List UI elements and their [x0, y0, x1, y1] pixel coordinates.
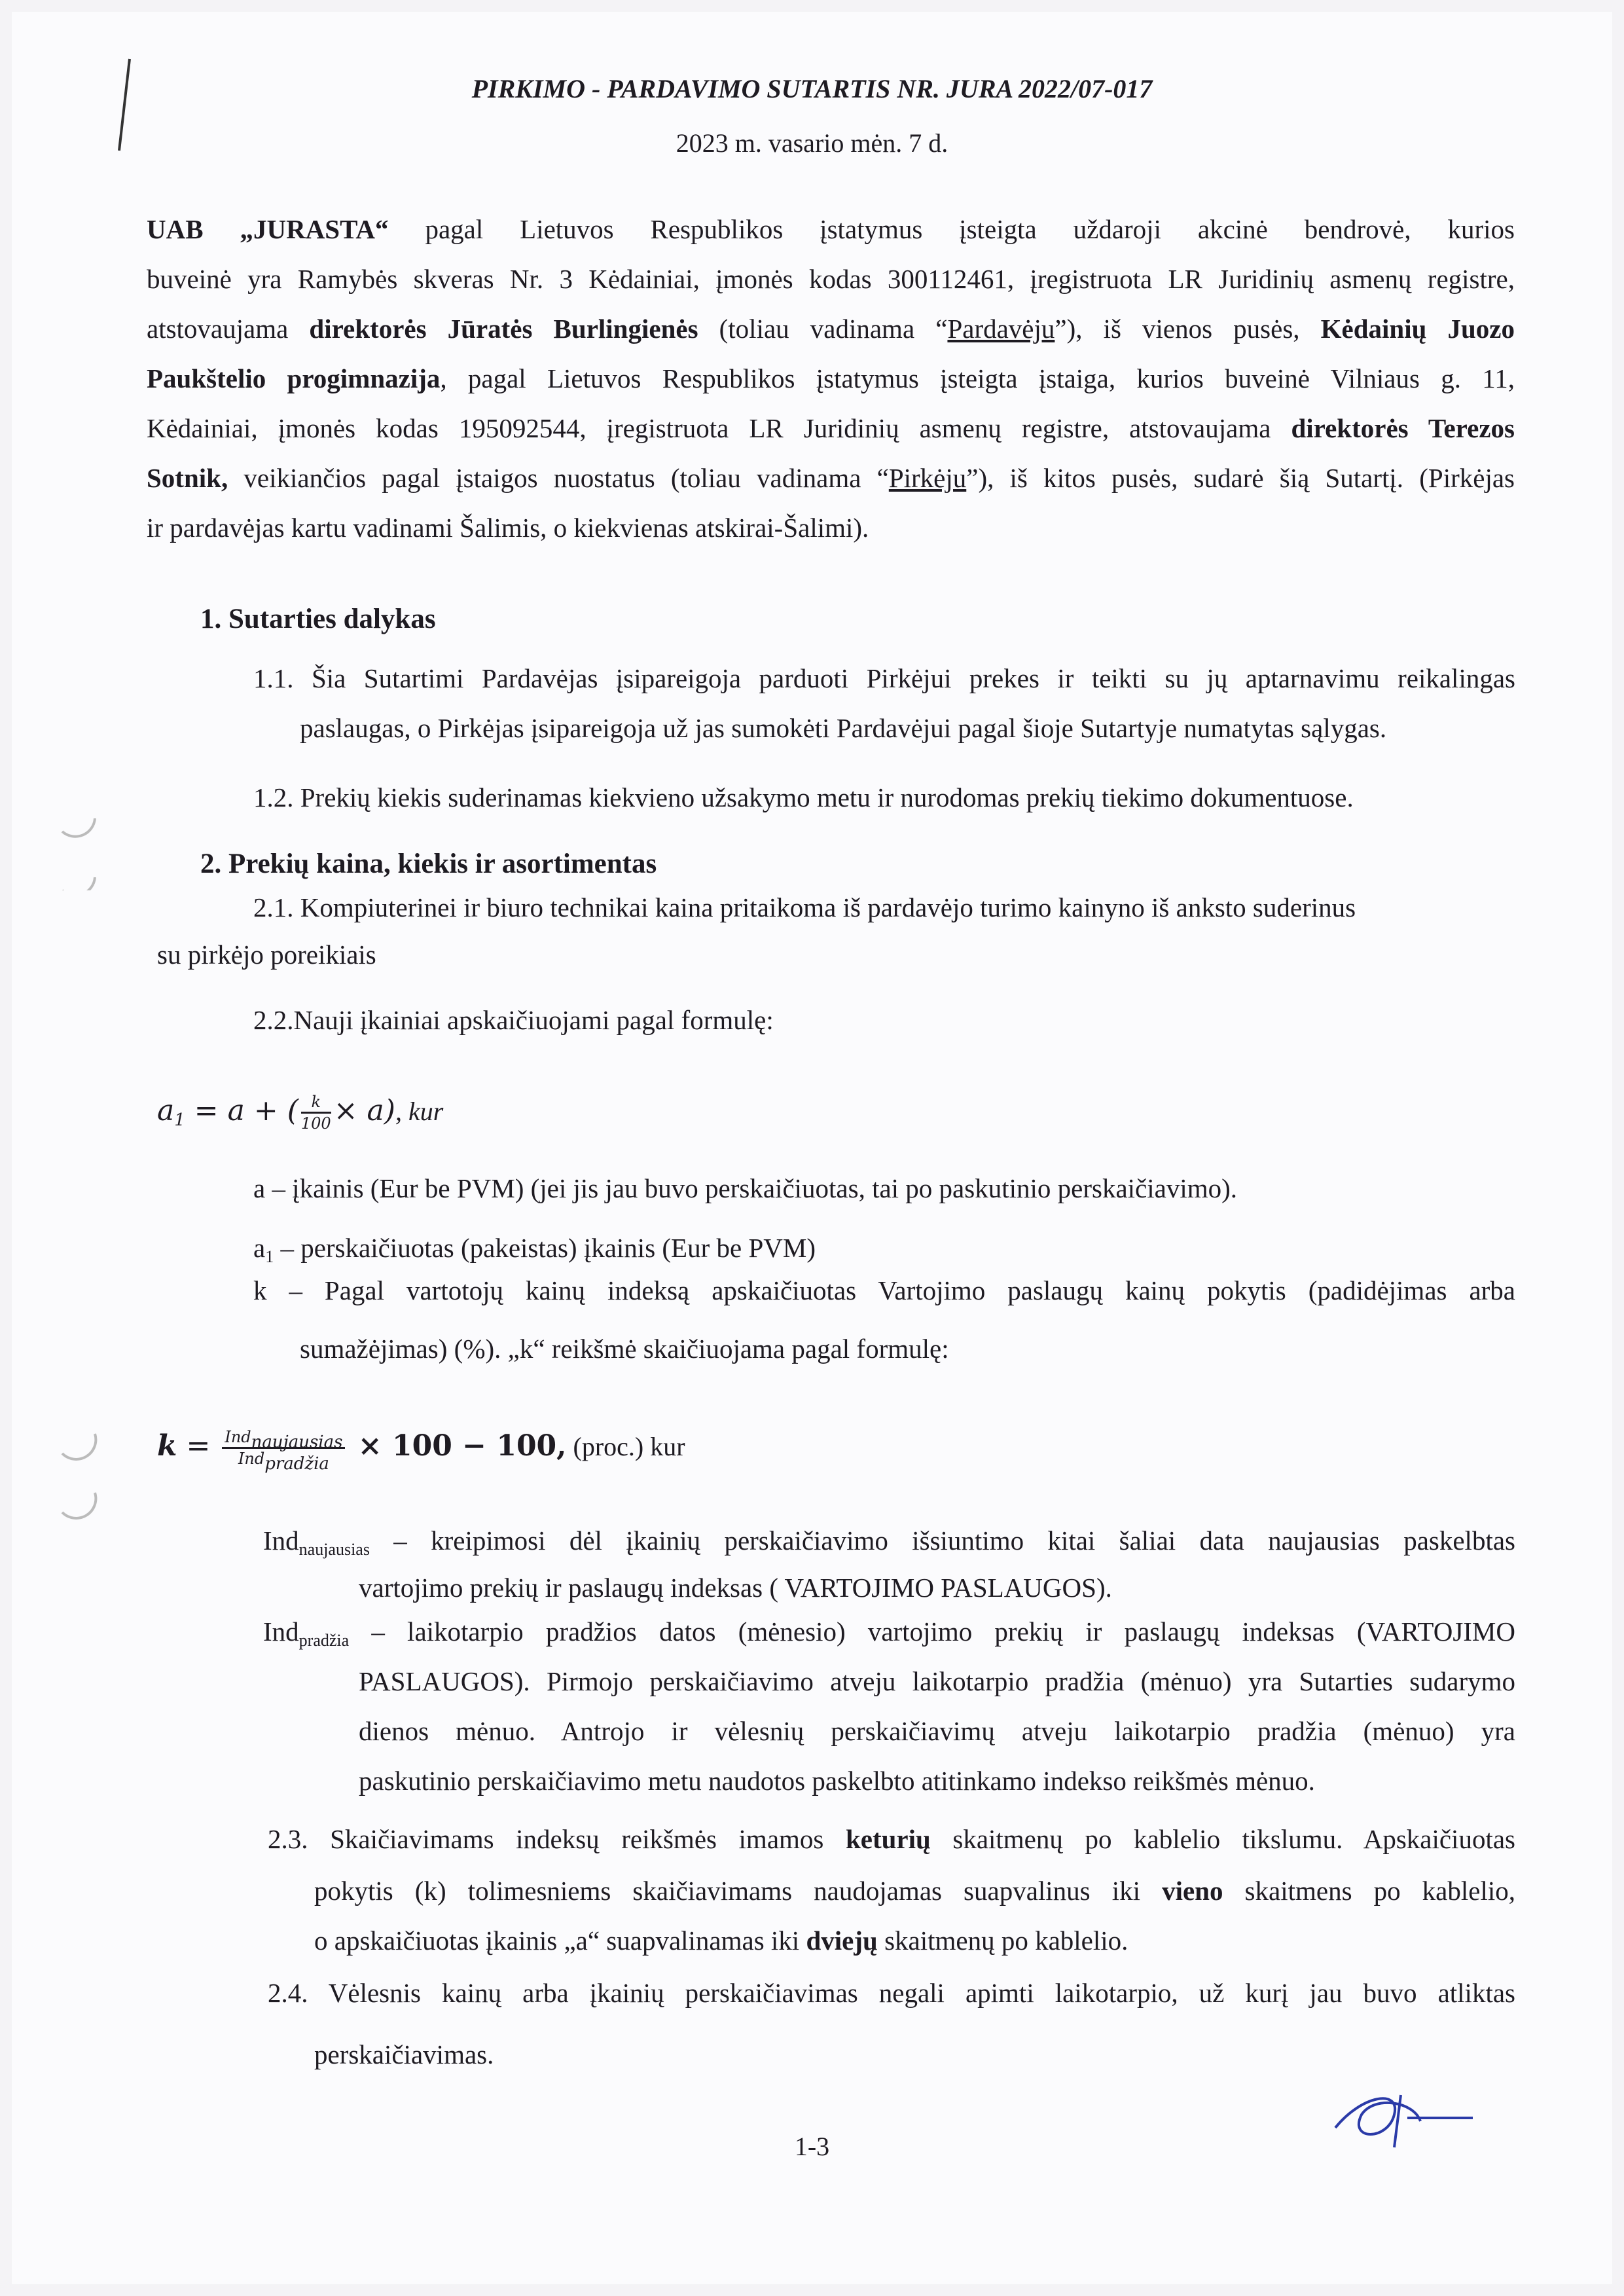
text-line: [300, 703, 1386, 753]
definition-k-cont: [300, 1324, 949, 1374]
text-run: – perskaičiuotas (pakeistas) įkainis (Eur be PVM): [274, 1233, 816, 1263]
definition-a: [253, 1163, 1237, 1213]
text-line: [147, 453, 1515, 503]
text-line: [359, 1563, 1112, 1613]
text-run: ”), iš kitos pusės, sudarė šią Sutartį. (Pirkėjas: [966, 463, 1515, 493]
text-run: Sotnik,: [147, 463, 228, 493]
text-line: [253, 653, 1515, 703]
text-run: direktorės Terezos: [1291, 413, 1515, 443]
text-line: [253, 773, 1354, 822]
text-run: Ind: [263, 1525, 299, 1556]
text-line: [314, 2030, 494, 2079]
formula-eq: =: [177, 1429, 220, 1463]
text-run: dienos mėnuo. Antrojo ir vėlesnių perskaičiavimų atveju laikotarpio pradžia (mėnuo) yra: [359, 1716, 1515, 1746]
text-line: [359, 1656, 1515, 1706]
text-run: ”), iš vienos pusės,: [1055, 314, 1321, 344]
text-run: – laikotarpio pradžios datos (mėnesio) vartojimo prekių ir paslaugų indeksas (VARTOJIMO: [349, 1616, 1515, 1647]
clause-2-4: [268, 1968, 1515, 2018]
fraction-denominator: 100: [300, 1114, 331, 1133]
text-line: [314, 1916, 1515, 1965]
text-run: buveinė yra Ramybės skveras Nr. 3 Kėdainiai, įmonės kodas 300112461, įregistruota LR Juridinių asmenų registre,: [147, 264, 1515, 294]
binder-hole-mark: [56, 1421, 101, 1525]
text-run: skaitmens po kablelio,: [1223, 1876, 1515, 1906]
text-run: , pagal Lietuvos Respublikos įstatymus įsteigta įstaiga, kurios buveinė Vilniaus g. 11,: [440, 363, 1515, 393]
text-run: vieno: [1162, 1876, 1223, 1906]
formula-eq: = a +: [185, 1094, 287, 1127]
clause-2-3-cont: [314, 1866, 1515, 1965]
text-run: skaitmenų po kablelio tikslumu. Apskaičiuotas: [930, 1824, 1515, 1854]
clause-1-1: [253, 653, 1515, 703]
text-run: 2.4. Vėlesnis kainų arba įkainių perskaičiavimas negali apimti laikotarpio, už kurį jau buvo atliktas: [268, 1978, 1515, 2008]
text-line: [157, 930, 376, 979]
binder-hole-mark: [56, 805, 101, 890]
text-run: (toliau vadinama “: [698, 314, 948, 344]
text-run: veikiančios pagal įstaigos nuostatus (toliau vadinama “: [228, 463, 889, 493]
text-run: Kėdainių Juozo: [1320, 314, 1515, 344]
formula-sub: 1: [174, 1110, 185, 1130]
text-run: direktorės Jūratės Burlingienės: [309, 314, 698, 344]
text-line: [147, 204, 1515, 254]
text-line: [263, 1516, 1515, 1565]
text-line: [268, 1814, 1515, 1864]
clause-2-1: [253, 883, 1356, 932]
text-run: 2. Prekių kaina, kiekis ir asortimentas: [200, 848, 657, 879]
text-run: atstovaujama: [147, 314, 310, 344]
clause-2-3: [268, 1814, 1515, 1864]
text-run: pradžia: [298, 1631, 350, 1650]
formula-k: [157, 1427, 685, 1474]
formula-fraction: [222, 1427, 345, 1474]
text-run: UAB „JURASTA“: [147, 214, 389, 244]
text-run: – kreipimosi dėl įkainių perskaičiavimo išsiuntimo kitai šaliai data naujausias paskelbtas: [369, 1525, 1515, 1556]
text-run: vartojimo prekių ir paslaugų indeksas ( VARTOJIMO PASLAUGOS).: [359, 1573, 1112, 1603]
text-run: 1. Sutarties dalykas: [200, 604, 436, 634]
contract-title: PIRKIMO - PARDAVIMO SUTARTIS NR. JURA 2022/07-017: [471, 74, 1153, 103]
definition-ind-naujausias: [263, 1516, 1515, 1565]
text-run: pokytis (k) tolimesniems skaičiavimams naudojamas suapvalinus iki: [314, 1876, 1163, 1906]
text-run: 1.2. Prekių kiekis suderinamas kiekvieno užsakymo metu ir nurodomas prekių tiekimo dokumentuose.: [253, 782, 1354, 812]
text-line: [300, 1324, 949, 1374]
formula-fraction: [301, 1092, 331, 1133]
fraction-numerator-sub: naujausias: [251, 1432, 343, 1452]
text-line: [268, 1968, 1515, 2018]
text-line: [147, 503, 1515, 553]
text-line: [359, 1756, 1515, 1806]
text-run: naujausias: [298, 1540, 370, 1559]
formula-var: a: [157, 1094, 175, 1127]
text-line: [263, 1607, 1515, 1656]
pen-stroke-mark: [105, 52, 144, 157]
contract-date: 2023 m. vasario mėn. 7 d.: [676, 128, 948, 158]
text-line: [200, 839, 657, 889]
fraction-numerator: Ind: [225, 1428, 251, 1446]
text-run: perskaičiavimas.: [314, 2039, 494, 2069]
formula-a1: $a_1 = a$ + ( $\frac{k}{100}$ × a), kur: [157, 1093, 444, 1133]
clause-1-2: [253, 773, 1354, 822]
text-run: a – įkainis (Eur be PVM) (jei jis jau buvo perskaičiuotas, tai po paskutinio perskaičiavimo).: [253, 1173, 1238, 1203]
text-run: Pardavėju: [947, 314, 1055, 344]
text-run: 1: [265, 1247, 274, 1266]
definition-k: [253, 1266, 1515, 1315]
text-line: [253, 883, 1356, 932]
text-line: [314, 1866, 1515, 1916]
text-line: [253, 995, 774, 1045]
text-line: [200, 594, 436, 644]
text-line: [147, 403, 1515, 453]
text-run: k – Pagal vartotojų kainų indeksą apskaičiuotas Vartojimo paslaugų kainų pokytis (padidėjimas arba: [253, 1275, 1515, 1305]
text-run: pagal Lietuvos Respublikos įstatymus įsteigta uždaroji akcinė bendrovė, kurios: [388, 214, 1515, 244]
text-run: a: [253, 1233, 266, 1263]
text-run: Paukštelio progimnazija: [147, 363, 441, 393]
text-run: PASLAUGOS). Pirmojo perskaičiavimo atveju laikotarpio pradžia (mėnuo) yra Sutarties sudarymo: [359, 1666, 1515, 1696]
definition-ind-pradzia: [263, 1607, 1515, 1656]
fraction-numerator: k: [301, 1092, 331, 1114]
text-run: keturių: [845, 1824, 931, 1854]
text-run: dviejų: [806, 1925, 878, 1956]
text-run: 2.1. Kompiuterinei ir biuro technikai kaina pritaikoma iš pardavėjo turimo kainyno iš anksto suderinus: [253, 892, 1356, 922]
intro-paragraph: [147, 204, 1515, 553]
signature-mark: [1322, 2082, 1479, 2154]
text-line: [253, 1266, 1515, 1315]
text-run: sumažėjimas) (%). „k“ reikšmė skaičiuojama pagal formulę:: [300, 1334, 949, 1364]
clause-1-1-cont: [300, 703, 1386, 753]
text-line: [147, 354, 1515, 403]
fraction-denominator: Ind: [238, 1449, 265, 1468]
section-1-heading: [200, 594, 436, 644]
text-run: Ind: [263, 1616, 299, 1647]
formula-tail: (proc.) kur: [566, 1432, 685, 1461]
clause-2-2: [253, 995, 774, 1045]
text-run: skaitmenų po kablelio.: [877, 1925, 1128, 1956]
definition-ind-pradzia-cont: [359, 1656, 1515, 1806]
formula-tail: , kur: [395, 1097, 444, 1126]
section-2-heading: [200, 839, 657, 889]
text-run: Kėdainiai, įmonės kodas 195092544, įregistruota LR Juridinių asmenų registre, atstovaujama: [147, 413, 1291, 443]
fraction-denominator-sub: pradžia: [264, 1454, 329, 1474]
text-run: 2.2.Nauji įkainiai apskaičiuojami pagal formulę:: [253, 1005, 774, 1035]
text-run: 1.1. Šia Sutartimi Pardavėjas įsipareigoja parduoti Pirkėjui prekes ir teikti su jų aptarnavimu reikalingas: [253, 663, 1515, 693]
text-run: paskutinio perskaičiavimo metu naudotos paskelbto atitinkamo indekso reikšmės mėnuo.: [359, 1766, 1315, 1796]
text-line: [359, 1706, 1515, 1756]
text-run: paslaugas, o Pirkėjas įsipareigoja už jas sumokėti Pardavėjui pagal šioje Sutartyje numatytas sąlygas.: [300, 713, 1387, 743]
clause-2-4-cont: [314, 2030, 494, 2079]
text-run: ir pardavėjas kartu vadinami Šalimis, o kiekvienas atskirai-Šalimi).: [147, 513, 869, 543]
formula-rest: × a: [333, 1094, 384, 1127]
text-line: [147, 254, 1515, 304]
text-run: su pirkėjo poreikiais: [157, 939, 376, 970]
text-run: Pirkėju: [888, 463, 967, 493]
definition-ind-naujausias-cont: [359, 1563, 1112, 1613]
formula-var: k: [157, 1429, 177, 1463]
text-run: 2.3. Skaičiavimams indeksų reikšmės imamos: [268, 1824, 846, 1854]
text-line: [253, 1163, 1237, 1213]
text-line: [147, 304, 1515, 354]
formula-rest: × 100 − 100,: [348, 1429, 567, 1463]
text-run: o apskaičiuotas įkainis „a“ suapvalinamas iki: [314, 1925, 806, 1956]
page-number: 1-3: [794, 2132, 830, 2161]
clause-2-1-cont: [157, 930, 376, 979]
